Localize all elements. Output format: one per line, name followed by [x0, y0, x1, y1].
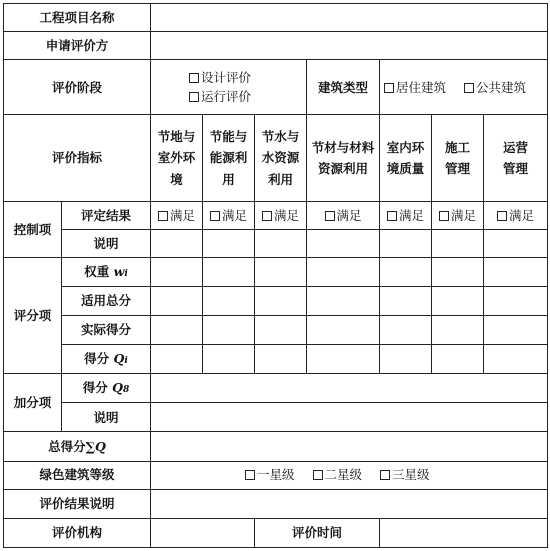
input-cell[interactable] — [203, 229, 255, 257]
score-symbol: Q — [113, 351, 125, 367]
category-header — [151, 115, 203, 201]
satisfied-label: 满足 — [399, 207, 425, 223]
stage-label: 评价阶段 — [4, 60, 151, 115]
row-control-result — [4, 201, 548, 229]
actual-score-label: 实际得分 — [62, 316, 151, 345]
grade-option-label: 三星级 — [392, 467, 430, 483]
input-cell[interactable] — [255, 229, 307, 257]
input-cell[interactable] — [484, 229, 548, 257]
row-applicable-total — [4, 286, 548, 315]
total-score-label — [4, 432, 151, 461]
input-cell[interactable] — [255, 345, 307, 374]
input-cell[interactable] — [307, 345, 380, 374]
row-bonus-score — [4, 374, 548, 403]
checkbox-icon[interactable] — [313, 470, 323, 480]
eval-time-label: 评价时间 — [255, 518, 380, 547]
grade-options — [151, 461, 548, 489]
weight-label — [62, 257, 151, 286]
applicant-field[interactable] — [151, 32, 548, 60]
satisfied-option[interactable] — [432, 201, 484, 229]
satisfied-label: 满足 — [222, 207, 248, 223]
satisfied-label: 满足 — [509, 207, 535, 223]
weight-label-text: 权重 — [84, 263, 110, 279]
bonus-score-label — [62, 374, 151, 403]
input-cell[interactable] — [307, 316, 380, 345]
input-cell[interactable] — [432, 286, 484, 315]
row-total-score — [4, 432, 548, 461]
category-name: 节地与室外环境 — [157, 129, 196, 187]
checkbox-icon[interactable] — [158, 211, 168, 221]
row-weight — [4, 257, 548, 286]
checkbox-icon[interactable] — [464, 83, 474, 93]
row-control-note — [4, 229, 548, 257]
row-indicators — [4, 115, 548, 201]
input-cell[interactable] — [203, 316, 255, 345]
input-cell[interactable] — [255, 257, 307, 286]
category-header — [307, 115, 380, 201]
satisfied-label: 满足 — [274, 207, 300, 223]
row-stage — [4, 60, 548, 115]
score-subscript: i — [124, 356, 128, 367]
scoring-section-label: 评分项 — [4, 257, 62, 373]
category-name: 节水与水资源利用 — [261, 129, 300, 187]
input-cell[interactable] — [484, 286, 548, 315]
input-cell[interactable] — [255, 316, 307, 345]
bonus-score-symbol: Q — [112, 380, 123, 396]
bonus-section-label: 加分项 — [4, 374, 62, 432]
category-name: 室内环境质量 — [386, 139, 425, 177]
row-bonus-note — [4, 403, 548, 432]
row-result-note — [4, 489, 548, 518]
input-cell[interactable] — [484, 345, 548, 374]
input-cell[interactable] — [307, 286, 380, 315]
category-header — [484, 115, 548, 201]
institution-label: 评价机构 — [4, 518, 151, 547]
institution-field[interactable] — [151, 518, 255, 547]
satisfied-option[interactable] — [484, 201, 548, 229]
input-cell[interactable] — [432, 316, 484, 345]
row-institution — [4, 518, 548, 547]
total-score-symbol: ∑Q — [85, 438, 106, 454]
indicator-label: 评价指标 — [4, 115, 151, 201]
grade-label: 绿色建筑等级 — [4, 461, 151, 489]
category-header — [380, 115, 432, 201]
score-label-text: 得分 — [84, 351, 110, 367]
checkbox-icon[interactable] — [210, 211, 220, 221]
input-cell[interactable] — [203, 286, 255, 315]
satisfied-label: 满足 — [451, 207, 477, 223]
input-cell[interactable] — [203, 345, 255, 374]
category-name: 施工管理 — [445, 139, 471, 177]
category-name: 运营管理 — [503, 139, 529, 177]
stage-options — [151, 60, 307, 115]
satisfied-option[interactable] — [307, 201, 380, 229]
satisfied-label: 满足 — [170, 207, 196, 223]
satisfied-label: 满足 — [336, 207, 362, 223]
input-cell[interactable] — [432, 229, 484, 257]
input-cell[interactable] — [151, 229, 203, 257]
result-note-label: 评价结果说明 — [4, 489, 151, 518]
checkbox-icon[interactable] — [189, 92, 199, 102]
applicable-total-label: 适用总分 — [62, 286, 151, 315]
checkbox-icon[interactable] — [387, 211, 397, 221]
grade-option-label: 一星级 — [257, 467, 295, 483]
input-cell[interactable] — [380, 257, 432, 286]
grade-option-two-star[interactable] — [313, 467, 363, 482]
bonus-note-field[interactable] — [151, 403, 548, 432]
checkbox-icon[interactable] — [262, 211, 272, 221]
checkbox-icon[interactable] — [439, 211, 449, 221]
building-type-option-label: 居住建筑 — [396, 79, 447, 95]
input-cell[interactable] — [484, 316, 548, 345]
grade-option-label: 二星级 — [324, 467, 363, 483]
checkbox-icon[interactable] — [325, 211, 335, 221]
bonus-score-subscript: 8 — [123, 385, 130, 396]
row-project-name — [4, 4, 548, 32]
input-cell[interactable] — [151, 286, 203, 315]
stage-option-label: 运行评价 — [201, 89, 252, 105]
category-header — [255, 115, 307, 201]
satisfied-option[interactable] — [380, 201, 432, 229]
building-type-residential[interactable] — [384, 80, 446, 95]
project-name-field[interactable] — [151, 4, 548, 32]
building-type-options — [380, 60, 548, 115]
applicant-label: 申请评价方 — [4, 32, 151, 60]
total-score-label-text: 总得分 — [48, 438, 86, 454]
checkbox-icon[interactable] — [497, 211, 507, 221]
input-cell[interactable] — [307, 257, 380, 286]
input-cell[interactable] — [432, 345, 484, 374]
stage-option-design[interactable] — [189, 68, 304, 87]
row-score-qi — [4, 345, 548, 374]
input-cell[interactable] — [484, 257, 548, 286]
input-cell[interactable] — [380, 229, 432, 257]
eval-time-field[interactable] — [380, 518, 548, 547]
control-section-label: 控制项 — [4, 201, 62, 257]
stage-option-operation[interactable] — [189, 87, 304, 106]
grade-option-three-star[interactable] — [380, 467, 430, 482]
stage-option-label: 设计评价 — [201, 69, 252, 85]
category-header — [203, 115, 255, 201]
evaluation-form-table — [3, 3, 548, 548]
row-grade — [4, 461, 548, 489]
satisfied-option[interactable] — [255, 201, 307, 229]
row-actual-score — [4, 316, 548, 345]
bonus-score-field[interactable] — [151, 374, 548, 403]
result-note-field[interactable] — [151, 489, 548, 518]
bonus-note-label: 说明 — [62, 403, 151, 432]
satisfied-option[interactable] — [203, 201, 255, 229]
control-result-label: 评定结果 — [62, 201, 151, 229]
checkbox-icon[interactable] — [245, 470, 255, 480]
input-cell[interactable] — [255, 286, 307, 315]
input-cell[interactable] — [380, 316, 432, 345]
input-cell[interactable] — [432, 257, 484, 286]
checkbox-icon[interactable] — [384, 83, 394, 93]
input-cell[interactable] — [151, 316, 203, 345]
input-cell[interactable] — [307, 229, 380, 257]
building-type-public[interactable] — [464, 80, 526, 95]
input-cell[interactable] — [203, 257, 255, 286]
input-cell[interactable] — [380, 286, 432, 315]
weight-symbol: w — [113, 263, 125, 279]
grade-option-one-star[interactable] — [245, 467, 295, 482]
score-qi-label — [62, 345, 151, 374]
category-header — [432, 115, 484, 201]
category-name: 节能与能源利用 — [209, 129, 248, 187]
weight-subscript: i — [124, 268, 128, 279]
satisfied-option[interactable] — [151, 201, 203, 229]
bonus-score-label-text: 得分 — [82, 380, 108, 396]
input-cell[interactable] — [151, 257, 203, 286]
project-name-label: 工程项目名称 — [4, 4, 151, 32]
checkbox-icon[interactable] — [189, 73, 199, 83]
building-type-label: 建筑类型 — [307, 60, 380, 115]
category-name: 节材与材料资源利用 — [311, 139, 375, 177]
input-cell[interactable] — [380, 345, 432, 374]
control-note-label: 说明 — [62, 229, 151, 257]
checkbox-icon[interactable] — [380, 470, 390, 480]
building-type-option-label: 公共建筑 — [476, 79, 527, 95]
total-score-field[interactable] — [151, 432, 548, 461]
row-applicant — [4, 32, 548, 60]
input-cell[interactable] — [151, 345, 203, 374]
